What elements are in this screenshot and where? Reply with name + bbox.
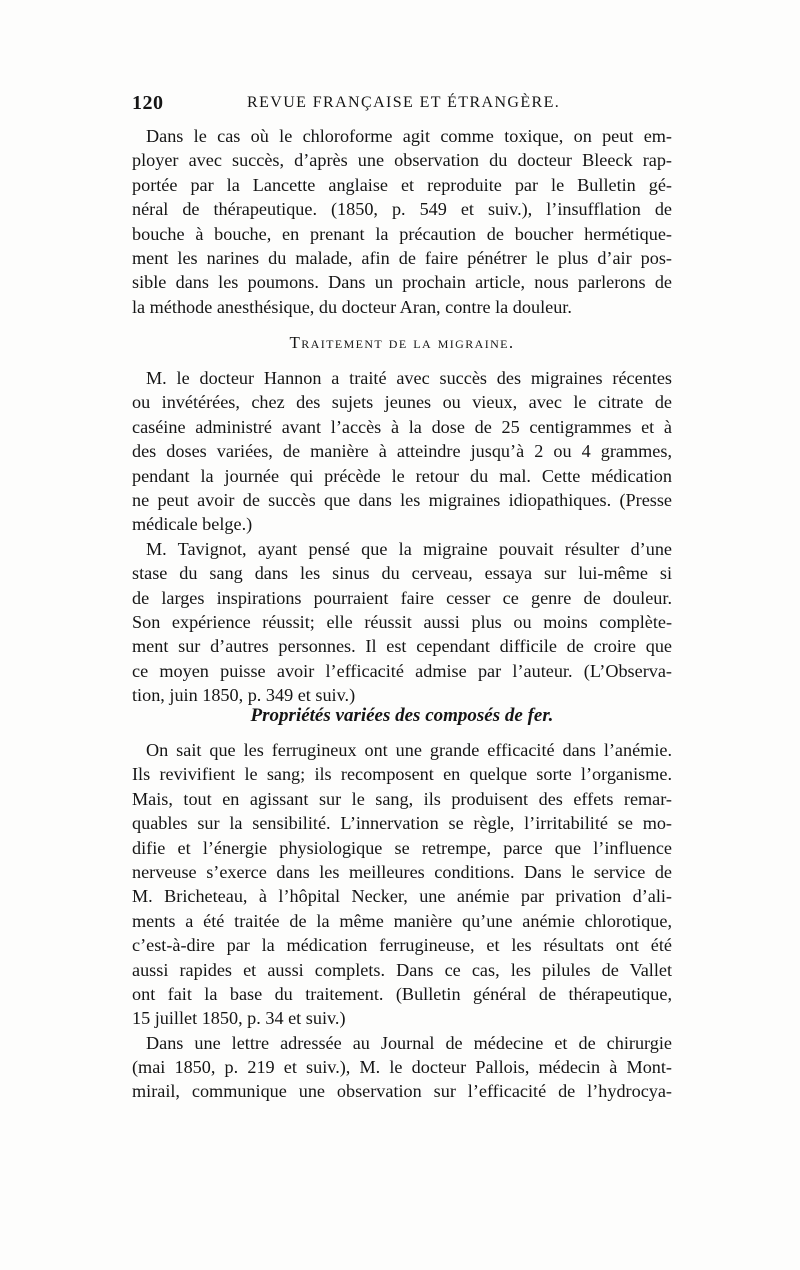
text-line: (mai 1850, p. 219 et suiv.), M. le docteur Pallois, médecin à Mont- (132, 1057, 672, 1078)
page-header (132, 92, 672, 116)
text-line: Dans une lettre adressée au Journal de médecine et de chirurgie (146, 1032, 672, 1053)
text-line: stase du sang dans les sinus du cerveau, essaya sur lui-même si (132, 563, 672, 584)
text-line: de larges inspirations pourraient faire cesser ce genre de douleur. (132, 587, 672, 608)
text-line: ment les narines du malade, afin de faire pénétrer le plus d’air pos- (132, 247, 672, 268)
text-line: On sait que les ferrugineux ont une grande efficacité dans l’anémie. (146, 740, 672, 760)
text-line: ments a été traitée de la même manière qu’une anémie chlorotique, (132, 910, 672, 931)
text-line: pendant la journée qui précède le retour du mal. Cette médication (132, 465, 672, 486)
text-line: ou invétérées, chez des sujets jeunes ou vieux, avec le citrate de (132, 392, 672, 413)
text-line: ment sur d’autres personnes. Il est cependant difficile de croire que (132, 636, 672, 657)
text-line: caséine administré avant l’accès à la dose de 25 centigrammes et à (132, 416, 672, 437)
text-line: M. Bricheteau, à l’hôpital Necker, une anémie par privation d’ali- (132, 886, 672, 907)
text-line: aussi rapides et aussi complets. Dans ce cas, les pilules de Vallet (132, 959, 672, 980)
text-line: 15 juillet 1850, p. 34 et suiv.) (132, 1008, 346, 1029)
text-line: mirail, communique une observation sur l’efficacité de l’hydrocya- (132, 1081, 672, 1102)
page-number: 120 (132, 92, 164, 114)
text-line: ployer avec succès, d’après une observation du docteur Bleeck rap- (132, 150, 672, 171)
text-line: ont fait la base du traitement. (Bulletin général de thérapeutique, (132, 983, 672, 1004)
paragraph-migraine (132, 366, 672, 707)
section-heading-migraine: Traitement de la migraine. (289, 333, 515, 352)
text-line: des doses variées, de manière à atteindre jusqu’à 2 ou 4 grammes, (132, 441, 672, 462)
text-line: Dans le cas où le chloroforme agit comme toxique, on peut em- (146, 126, 672, 146)
section-heading-iron: Propriétés variées des composés de fer. (250, 705, 554, 726)
text-line: sible dans les poumons. Dans un prochain article, nous parlerons de (132, 272, 672, 293)
text-line: tion, juin 1850, p. 349 et suiv.) (132, 685, 356, 706)
text-line: ce moyen puisse avoir l’efficacité admise par l’auteur. (L’Observa- (132, 660, 672, 681)
text-line: quables sur la sensibilité. L’innervation se règle, l’irritabilité se mo- (132, 813, 672, 834)
text-line: médicale belge.) (132, 514, 253, 535)
running-title: REVUE FRANÇAISE ET ÉTRANGÈRE. (247, 94, 561, 111)
text-line: c’est-à-dire par la médication ferrugineuse, et les résultats ont été (132, 935, 672, 956)
text-line: M. Tavignot, ayant pensé que la migraine pouvait résulter d’une (146, 538, 672, 559)
text-line: Mais, tout en agissant sur le sang, ils produisent des effets remar- (132, 788, 672, 809)
text-line: bouche à bouche, en prenant la précaution de boucher hermétique- (132, 223, 672, 244)
text-line: Son expérience réussit; elle réussit aussi plus ou moins complète- (132, 611, 672, 632)
paragraph-iron (132, 738, 672, 1104)
text-line: difie et l’énergie physiologique se retrempe, parce que l’influence (132, 837, 672, 858)
paragraph-chloroform (132, 124, 672, 319)
text-line: la méthode anesthésique, du docteur Aran, contre la douleur. (132, 296, 572, 317)
text-line: portée par la Lancette anglaise et reproduite par le Bulletin gé- (132, 174, 672, 195)
text-line: ne peut avoir de succès que dans les migraines idiopathiques. (Presse (132, 489, 672, 510)
text-line: néral de thérapeutique. (1850, p. 549 et suiv.), l’insufflation de (132, 199, 672, 220)
text-line: nerveuse s’exerce dans les meilleures conditions. Dans le service de (132, 861, 672, 882)
text-line: M. le docteur Hannon a traité avec succès des migraines récentes (146, 368, 672, 388)
text-line: Ils revivifient le sang; ils recomposent en quelque sorte l’organisme. (132, 764, 672, 785)
